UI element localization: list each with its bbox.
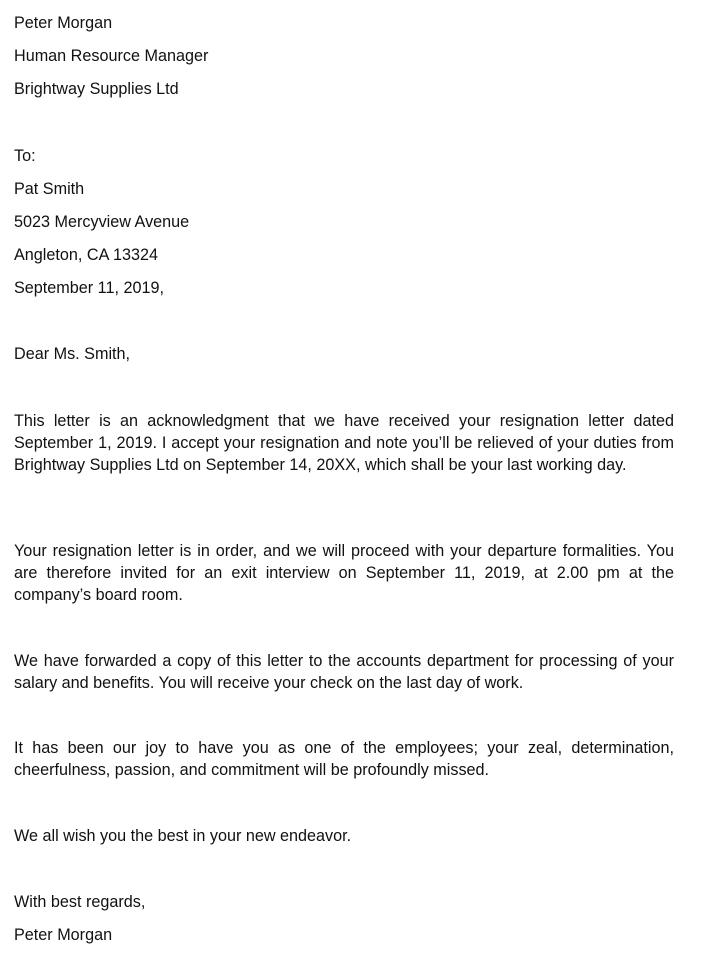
- letter-date: September 11, 2019,: [14, 279, 164, 297]
- recipient-to-label: To:: [14, 147, 36, 165]
- body-paragraph-4: It has been our joy to have you as one of the employees; your zeal, determination, cheerfulness, passion, and commitment will be profoundly missed.: [14, 739, 674, 779]
- sender-name: Peter Morgan: [14, 14, 113, 32]
- body-paragraph-3: We have forwarded a copy of this letter to the accounts department for processing of your salary and benefits. You will receive your check on the last day of work.: [14, 652, 674, 692]
- closing-valediction: With best regards,: [14, 893, 146, 911]
- sender-title: Human Resource Manager: [14, 47, 209, 65]
- body-paragraph-2: Your resignation letter is in order, and we will proceed with your departure formalities. You are therefore invited for an exit interview on September 11, 2019, at 2.00 pm at the company’s board room.: [14, 542, 674, 604]
- body-paragraph-1: This letter is an acknowledgment that we have received your resignation letter dated September 1, 2019. I accept your resignation and note you’ll be relieved of your duties from Brightway Supplies Ltd on September 14, 20XX, which shall be your last working day.: [14, 412, 674, 474]
- recipient-address-line2: Angleton, CA 13324: [14, 246, 159, 264]
- signature-name: Peter Morgan: [14, 926, 113, 944]
- sender-company: Brightway Supplies Ltd: [14, 80, 179, 98]
- body-paragraph-5: We all wish you the best in your new endeavor.: [14, 827, 352, 845]
- salutation: Dear Ms. Smith,: [14, 345, 131, 363]
- recipient-address-line1: 5023 Mercyview Avenue: [14, 213, 190, 231]
- recipient-name: Pat Smith: [14, 180, 85, 198]
